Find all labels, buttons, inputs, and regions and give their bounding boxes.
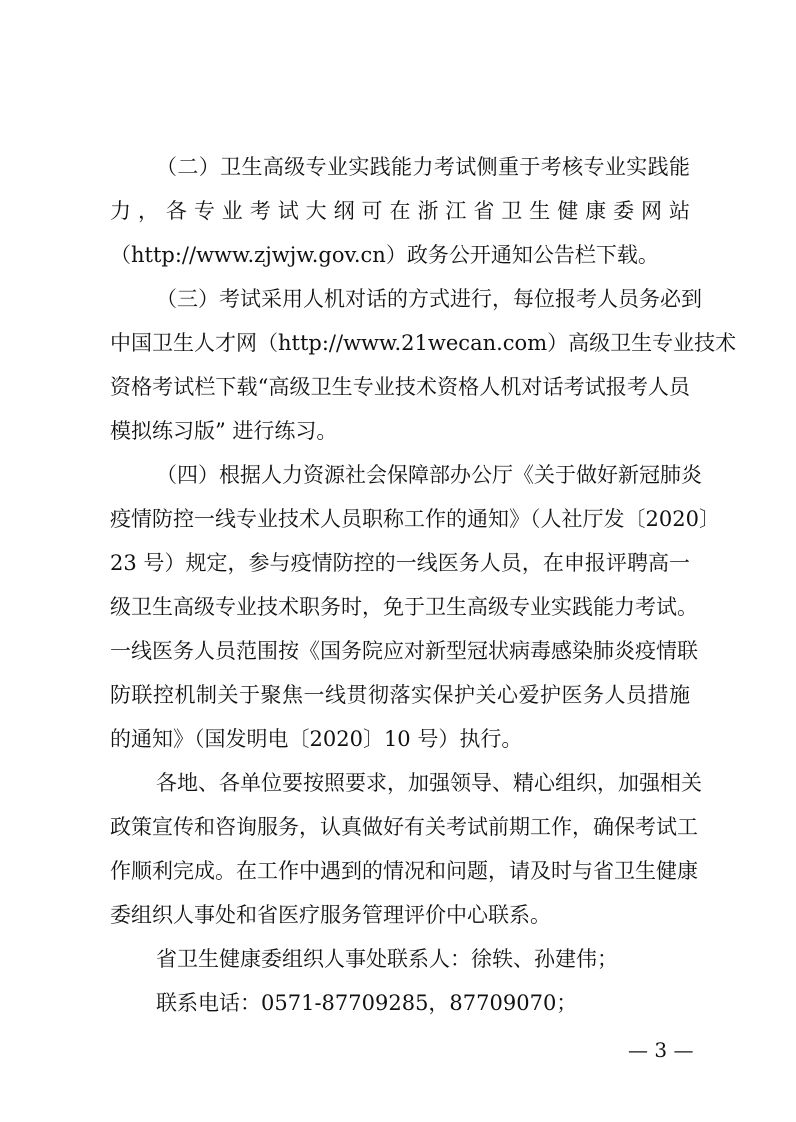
- paragraph-2-line-1: （二）卫生高级专业实践能力考试侧重于考核专业实践能: [156, 155, 690, 179]
- paragraph-3-line-1: （三）考试采用人机对话的方式进行，每位报考人员务必到: [156, 287, 702, 311]
- paragraph-2-line-2: 力，各专业考试大纲可在浙江省卫生健康委网站: [110, 199, 690, 223]
- paragraph-3-line-2: 中国卫生人才网（http://www.21wecan.com）高级卫生专业技术: [110, 331, 737, 355]
- contact-phone-line: 联系电话：0571-87709285，87709070；: [156, 991, 578, 1015]
- paragraph-4-line-1: （四）根据人力资源社会保障部办公厅《关于做好新冠肺炎: [156, 463, 702, 487]
- paragraph-2-line-3: （http://www.zjwjw.gov.cn）政务公开通知公告栏下载。: [110, 243, 659, 267]
- paragraph-4-line-7: 的通知》（国发明电〔2020〕10 号）执行。: [110, 727, 523, 751]
- closing-line-4: 委组织人事处和省医疗服务管理评价中心联系。: [110, 903, 551, 927]
- closing-line-3: 作顺利完成。在工作中遇到的情况和问题，请及时与省卫生健康: [110, 859, 698, 883]
- page-number: — 3 —: [628, 1038, 694, 1062]
- paragraph-3-line-3: 资格考试栏下载“高级卫生专业技术资格人机对话考试报考人员: [110, 375, 690, 399]
- paragraph-4-line-4: 级卫生高级专业技术职务时，免于卫生高级专业实践能力考试。: [110, 595, 698, 619]
- closing-line-1: 各地、各单位要按照要求，加强领导、精心组织，加强相关: [156, 771, 702, 795]
- contact-person-line: 省卫生健康委组织人事处联系人：徐轶、孙建伟；: [156, 947, 618, 971]
- paragraph-4-line-5: 一线医务人员范围按《国务院应对新型冠状病毒感染肺炎疫情联: [110, 639, 698, 663]
- paragraph-4-line-6: 防联控机制关于聚焦一线贯彻落实保护关心爱护医务人员措施: [110, 683, 690, 707]
- closing-line-2: 政策宣传和咨询服务，认真做好有关考试前期工作，确保考试工: [110, 815, 698, 839]
- paragraph-3-line-4: 模拟练习版” 进行练习。: [110, 419, 338, 443]
- paragraph-4-line-3: 23 号）规定，参与疫情防控的一线医务人员，在申报评聘高一: [110, 551, 690, 575]
- paragraph-4-line-2: 疫情防控一线专业技术人员职称工作的通知》（人社厅发〔2020〕: [110, 507, 720, 531]
